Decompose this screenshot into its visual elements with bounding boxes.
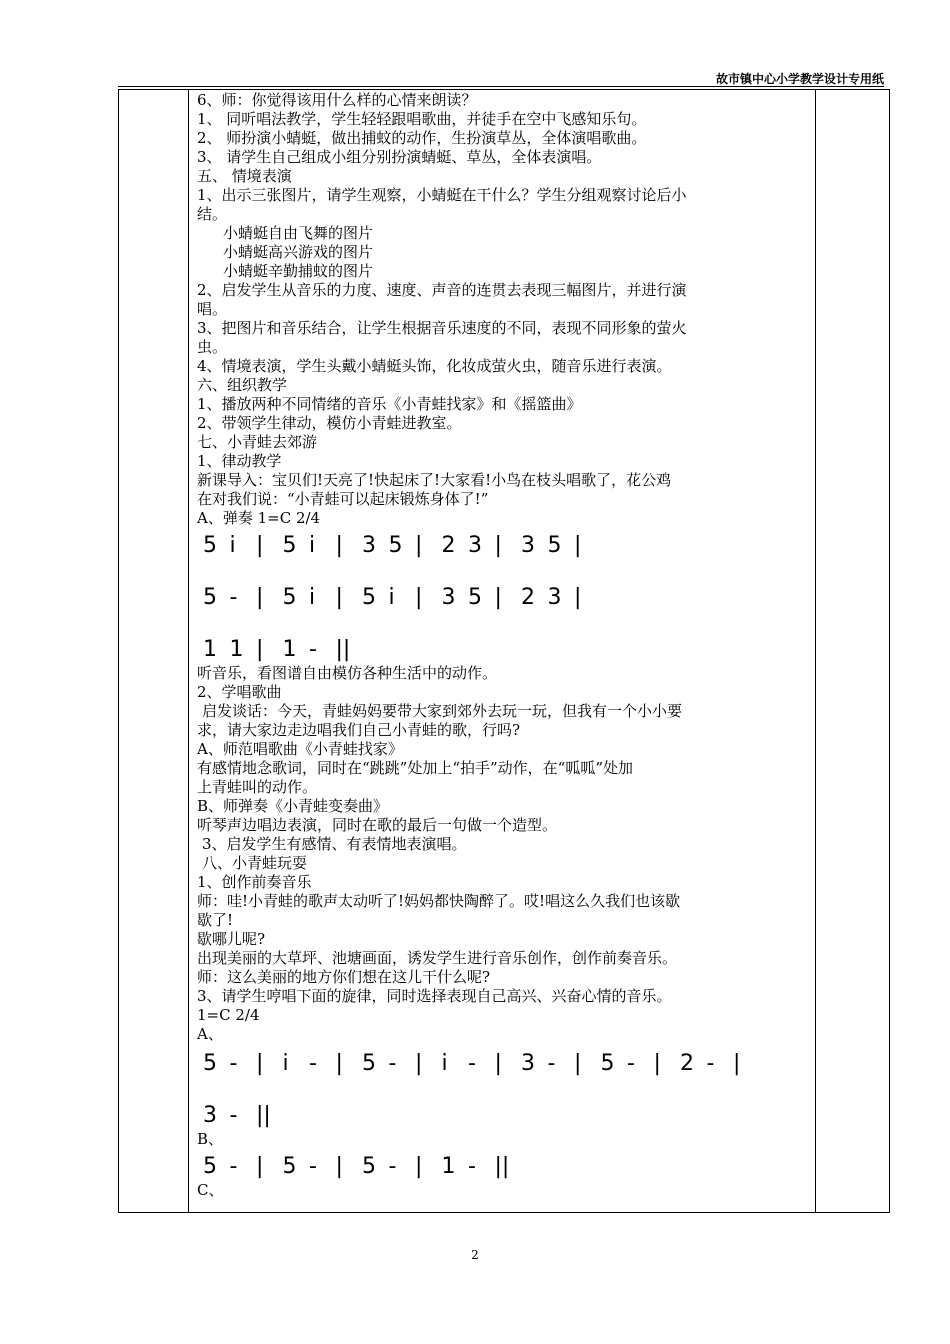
score-note: 5 [203,1051,217,1076]
key-signature-line: 1=C 2/4 [197,1006,260,1024]
score-note: i [388,585,395,610]
score-note: - [229,1051,238,1076]
score-barline: | [574,585,582,610]
text-line: 2、学唱歌曲 [197,683,282,701]
score-note: - [309,1154,317,1179]
score-note: 5 [388,533,403,558]
score-barline: | [256,1051,264,1076]
section-heading: 八、小青蛙玩耍 [202,854,308,872]
page-number: 2 [471,1248,479,1262]
score-barline: | [335,1154,343,1179]
score-note: - [309,1051,317,1076]
score-note: 5 [600,1051,615,1076]
score-note: i [229,533,236,558]
text-line: 3、请学生哼唱下面的旋律，同时选择表现自己高兴、兴奋心情的音乐。 [197,987,672,1005]
score-barline: | [653,1051,661,1076]
score-note: 2 [521,585,535,610]
section-heading: 六、组织教学 [197,376,288,394]
text-line: 3、启发学生有感情、有表情地表演唱。 [202,835,467,853]
text-line: 2、启发学生从音乐的力度、速度、声音的连贯去表现三幅图片，并进行演 [197,281,687,299]
score-barline: | [733,1051,741,1076]
melody-label: A、 [197,1025,223,1043]
score-barline: | [335,1051,343,1076]
score-note: i [282,1051,289,1076]
text-line: 启发谈话：今天，青蛙妈妈要带大家到郊外去玩一玩，但我有一个小小要 [202,702,683,720]
score-note: 3 [521,533,535,558]
score-barline: | [256,1154,264,1179]
score-note: 5 [203,1154,217,1179]
text-line: 2、带领学生律动，模仿小青蛙进教室。 [197,414,462,432]
table-right-border [889,89,890,1213]
score-note: 5 [362,585,376,610]
score-note: 2 [680,1051,694,1076]
score-note: - [627,1051,635,1076]
score-note: 5 [547,533,562,558]
score-barline: | [415,1051,423,1076]
score-note: - [229,1154,238,1179]
key-signature-line: A、弹奏 1=C 2/4 [197,509,321,527]
text-line: 有感情地念歌词，同时在“跳跳”处加上“拍手”动作，在“呱呱”处加 [197,759,634,777]
header-rule [118,86,884,87]
score-barline: || [335,637,351,662]
score-barline: | [256,533,264,558]
score-note: - [229,585,238,610]
score-note: 5 [362,1051,376,1076]
text-line: 6、师：你觉得该用什么样的心情来朗读？ [197,91,477,109]
score-note: 2 [441,533,456,558]
score-row [197,528,815,560]
text-line: 3、 请学生自己组成小组分别扮演蜻蜓、草丛，全体表演唱。 [197,148,602,166]
table-column-divider-left [188,89,189,1213]
section-heading: 五、 情境表演 [197,167,292,185]
text-line: 3、把图片和音乐结合，让学生根据音乐速度的不同，表现不同形象的萤火 [197,319,687,337]
score-note: i [309,533,316,558]
score-note: 5 [203,585,217,610]
text-line: 师：哇!小青蛙的歌声太动听了!妈妈都快陶醉了。哎!唱这么久我们也该歇 [197,892,681,910]
melody-label: B、 [197,1130,224,1148]
text-line: 1、律动教学 [197,452,282,470]
text-line: A、师范唱歌曲《小青蛙找家》 [197,740,403,758]
text-line: 1、播放两种不同情绪的音乐《小青蛙找家》和《摇篮曲》 [197,395,582,413]
score-barline: | [574,533,582,558]
text-line: 听音乐，看图谱自由模仿各种生活中的动作。 [197,664,498,682]
score-note: - [388,1154,397,1179]
table-left-border [118,89,119,1213]
score-note: 3 [521,1051,535,1076]
score-barline: || [494,1154,510,1179]
text-line: 新课导入：宝贝们!天亮了!快起床了!大家看!小鸟在枝头唱歌了，花公鸡 [197,471,672,489]
score-barline: | [335,585,343,610]
score-row [197,1046,815,1078]
score-note: 5 [282,1154,297,1179]
score-barline: | [335,533,343,558]
score-note: - [229,1103,238,1128]
score-note: 5 [468,585,482,610]
score-row [197,632,815,664]
section-heading: 七、小青蛙去郊游 [197,433,318,451]
text-line: 2、 师扮演小蜻蜓，做出捕蚊的动作，生扮演草丛，全体演唱歌曲。 [197,129,647,147]
text-line: 歇哪儿呢? [197,930,266,948]
score-barline: | [494,1051,502,1076]
score-note: 5 [203,533,217,558]
text-line: 上青蛙叫的动作。 [197,778,318,796]
table-column-divider-right [815,89,816,1213]
page-header-title: 故市镇中心小学教学设计专用纸 [715,72,884,86]
score-note: 3 [203,1103,217,1128]
text-line: 虫。 [197,338,228,356]
text-line: 4、情境表演，学生头戴小蜻蜓头饰，化妆成萤火虫，随音乐进行表演。 [197,357,672,375]
score-note: - [388,1051,397,1076]
table-bottom-border [118,1212,890,1213]
text-line: 1、出示三张图片，请学生观察，小蜻蜓在干什么？学生分组观察讨论后小 [197,186,687,204]
score-note: - [706,1051,715,1076]
score-note: 5 [282,585,297,610]
score-note: - [468,1051,476,1076]
score-barline: | [494,585,502,610]
text-line: 在对我们说：“小青蛙可以起床锻炼身体了!” [197,490,489,508]
score-note: 3 [468,533,482,558]
picture-item: 小蜻蜓辛勤捕蚊的图片 [223,262,374,280]
score-row [197,1149,815,1181]
text-line: 结。 [197,205,228,223]
score-note: 3 [547,585,562,610]
text-line: 出现美丽的大草坪、池塘画面，诱发学生进行音乐创作，创作前奏音乐。 [197,949,678,967]
score-note: - [547,1051,556,1076]
score-barline: | [415,1154,423,1179]
score-barline: | [415,533,423,558]
melody-label: C、 [197,1181,224,1199]
text-line: 听琴声边唱边表演，同时在歌的最后一句做一个造型。 [197,816,558,834]
text-line: 唱。 [197,300,228,318]
text-line: 1、 同听唱法教学，学生轻轻跟唱歌曲，并徒手在空中飞感知乐句。 [197,110,647,128]
score-note: 1 [441,1154,456,1179]
score-note: 5 [362,1154,376,1179]
score-barline: | [256,637,264,662]
score-note: 3 [441,585,456,610]
picture-item: 小蜻蜓高兴游戏的图片 [223,243,374,261]
score-note: 1 [229,637,244,662]
score-barline: || [256,1103,271,1128]
score-note: 3 [362,533,376,558]
text-line: 师：这么美丽的地方你们想在这儿干什么呢? [197,968,491,986]
score-barline: | [256,585,264,610]
score-note: 1 [282,637,297,662]
score-row [197,1098,815,1130]
score-barline: | [415,585,423,610]
score-note: - [468,1154,476,1179]
text-line: 1、创作前奏音乐 [197,873,312,891]
text-line: 歇了! [197,911,234,929]
text-line: B、师弹奏《小青蛙变奏曲》 [197,797,389,815]
score-note: - [309,637,317,662]
score-barline: | [494,533,502,558]
score-note: 5 [282,533,297,558]
score-note: 1 [203,637,217,662]
text-line: 求，请大家边走边唱我们自己小青蛙的歌，行吗? [197,721,521,739]
score-note: i [441,1051,448,1076]
lesson-content [197,91,815,1200]
picture-item: 小蜻蜓自由飞舞的图片 [223,224,374,242]
table-top-border [118,89,890,90]
score-barline: | [574,1051,582,1076]
score-note: i [309,585,316,610]
score-row [197,580,815,612]
